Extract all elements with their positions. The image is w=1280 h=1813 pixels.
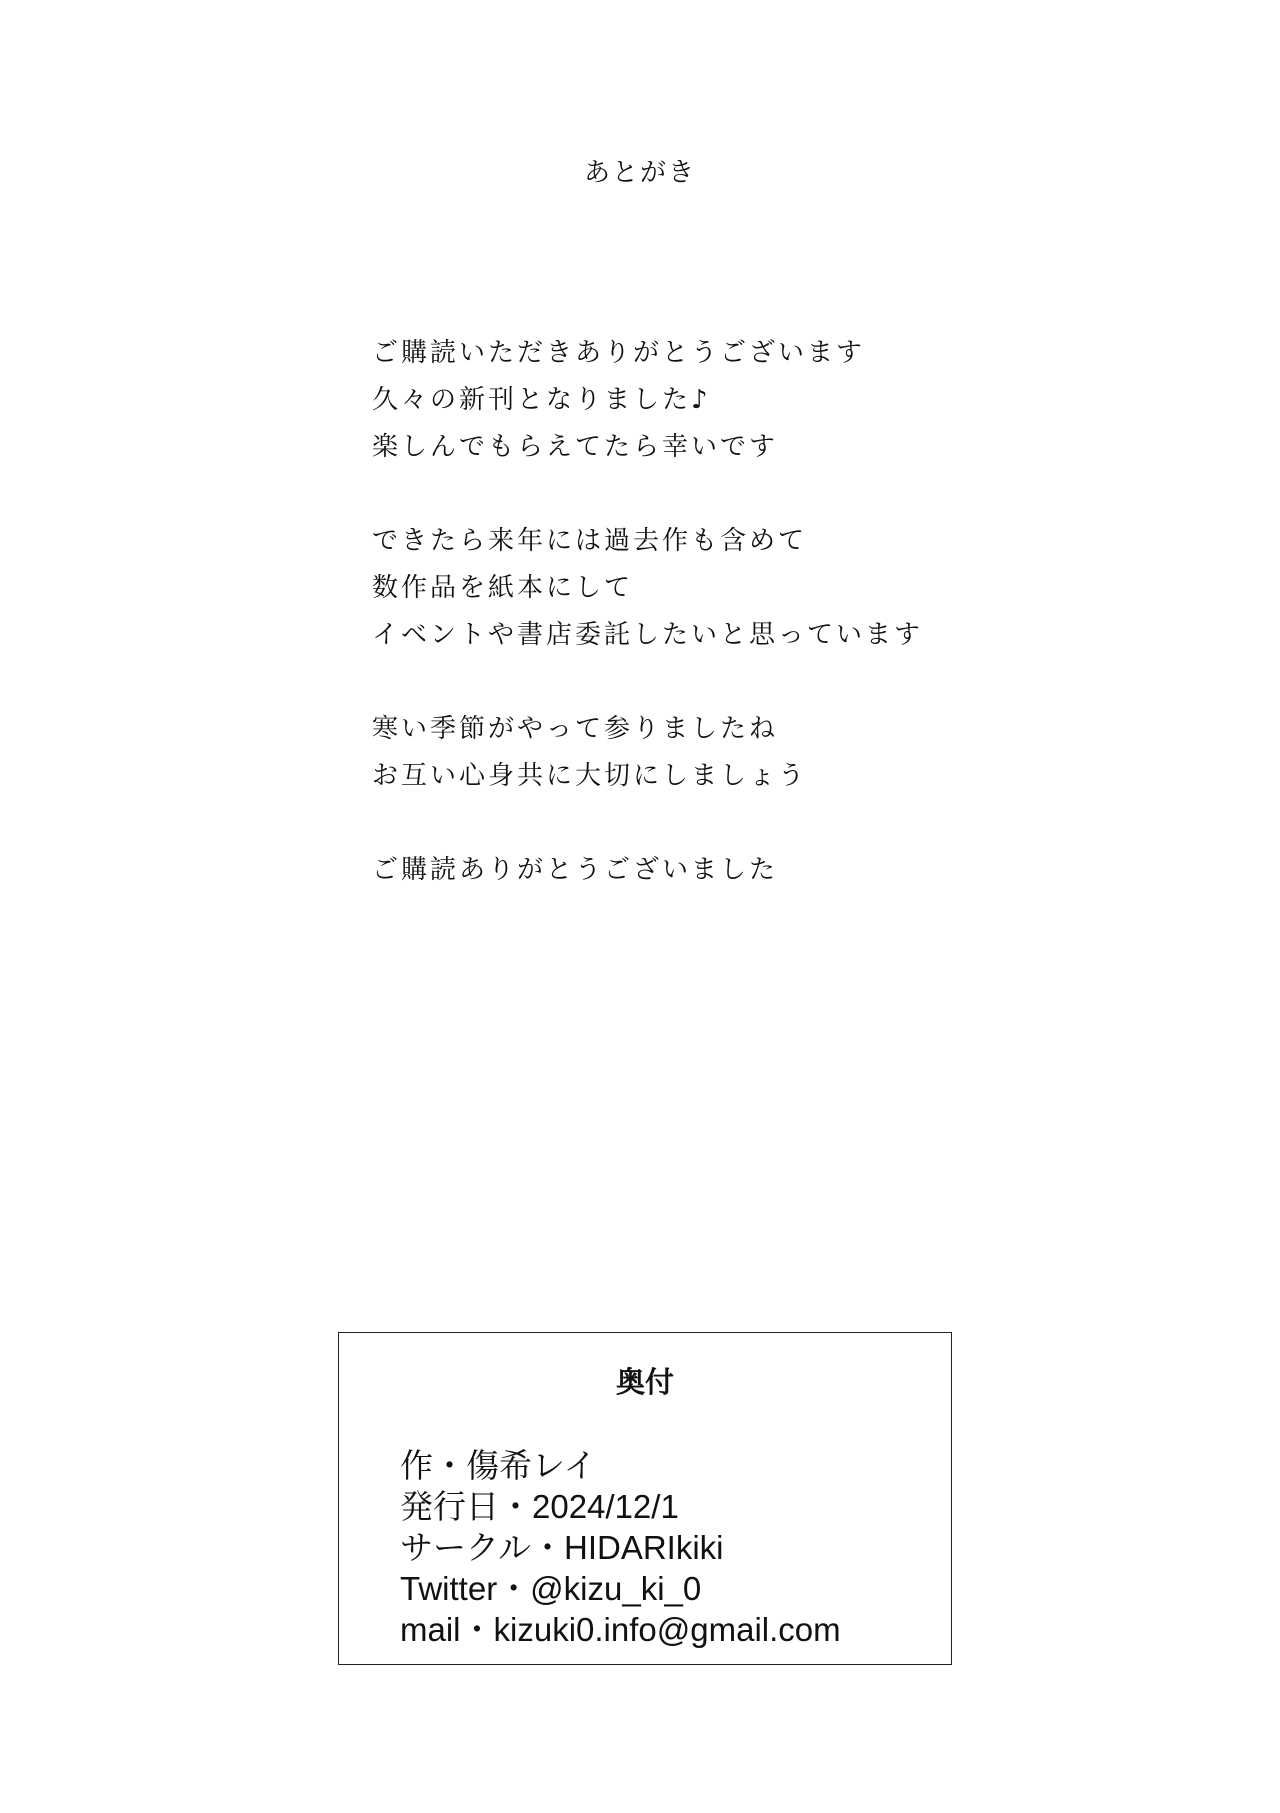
colophon-author: 作・傷希レイ [400,1447,597,1484]
afterword-line: イベントや書店委託したいと思っています [372,620,924,650]
colophon-title: 奥付 [615,1365,674,1399]
afterword-paragraph [372,847,992,894]
afterword-line: できたら来年には過去作も含めて [372,526,808,556]
afterword-body [372,330,992,941]
colophon-box [338,1332,952,1665]
afterword-paragraph [372,518,992,659]
afterword-title: あとがき [583,158,696,188]
colophon-mail: mail・kizuki0.info@gmail.com [400,1611,841,1648]
afterword-line: ご購読いただきありがとうございます [372,338,866,368]
colophon-details [400,1445,941,1650]
afterword-line: 寒い季節がやって参りましたね [372,714,779,744]
afterword-paragraph [372,706,992,800]
afterword-paragraph [372,330,992,471]
colophon-circle: サークル・HIDARIkiki [400,1529,724,1566]
colophon-twitter: Twitter・@kizu_ki_0 [400,1570,702,1607]
afterword-line: お互い心身共に大切にしましょう [372,761,808,791]
afterword-line: ご購読ありがとうございました [372,855,779,885]
afterword-line: 数作品を紙本にして [372,573,634,603]
afterword-line: 楽しんでもらえてたら幸いです [372,432,779,462]
colophon-publish-date: 発行日・2024/12/1 [400,1488,679,1525]
afterword-line: 久々の新刊となりました♪ [372,385,711,415]
